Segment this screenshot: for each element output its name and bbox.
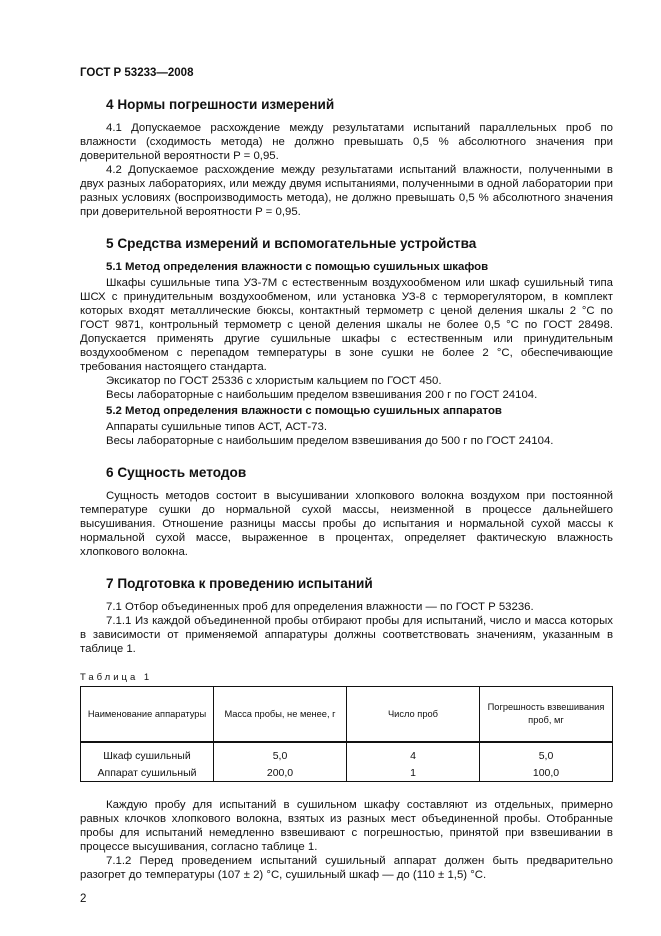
paragraph-6: Сущность методов состоит в высушивании хлопкового волокна воздухом при постоянной температуре сушки до нормальной сухой массы, неизменной в процессе дальнейшего высушивания. Отношение разницы массы пробы до испытания и нормальной сухой массы к нормальной сухой массе, выраженное в процентах, определяет фактическую влажность хлопкового волокна. (80, 490, 613, 558)
table-cell: Шкаф сушильный (81, 742, 214, 764)
section-5-title: 5 Средства измерений и вспомогательные устройства (106, 236, 477, 251)
section-6-title: 6 Сущность методов (106, 465, 247, 480)
paragraph-5-1: Шкафы сушильные типа УЗ-7М с естественным воздухообменом или шкаф сушильный типа ШСХ с принудительным воздухообменом, или установка УЗ-8 с терморегулятором, в комплект которых входят металлические бюксы, контактный термометр с ценой деления шкалы 2 °С по ГОСТ 9871, контрольный термометр с ценой деления шкалы не более 0,5 °С по ГОСТ 28498. Допускается применять другие сушильные шкафы с естественным или принудительным воздухообменом с перепадом температуры в зоне сушки не более 2 °С, обеспечивающие требования настоящего стандарта. (80, 277, 613, 373)
paragraph-apparatus: Аппараты сушильные типов АСТ, АСТ-73. (106, 421, 328, 433)
table-1 (80, 686, 613, 782)
table-cell: 5,0 (214, 742, 347, 764)
paragraph-7-1: 7.1 Отбор объединенных проб для определения влажности — по ГОСТ Р 53236. (106, 601, 534, 613)
subsection-5-2-title: 5.2 Метод определения влажности с помощью сушильных аппаратов (106, 405, 502, 417)
column-header: Погрешность взвешивания проб, мг (480, 687, 613, 743)
paragraph-scales-200: Весы лабораторные с наибольшим пределом взвешивания 200 г по ГОСТ 24104. (106, 389, 538, 401)
table-cell: Аппарат сушильный (81, 764, 214, 782)
table-caption: Таблица 1 (80, 672, 153, 683)
column-header: Наименование аппаратуры (81, 687, 214, 743)
table-cell: 5,0 (480, 742, 613, 764)
document-header: ГОСТ Р 53233—2008 (80, 67, 194, 79)
subsection-5-1-title: 5.1 Метод определения влажности с помощью сушильных шкафов (106, 261, 489, 273)
section-4-body (80, 121, 613, 219)
paragraph-4-1: 4.1 Допускаемое расхождение между результатами испытаний параллельных проб по влажности (сходимость метода) не должно превышать 0,5 % абсолютного значения при доверительной вероятности P = 0,95. (80, 122, 613, 162)
column-header: Масса пробы, не менее, г (214, 687, 347, 743)
section-7-continued (80, 798, 613, 882)
column-header: Число проб (347, 687, 480, 743)
section-5-1-body (80, 276, 613, 402)
table-cell: 4 (347, 742, 480, 764)
paragraph-7-1-2: 7.1.2 Перед проведением испытаний сушильный аппарат должен быть предварительно разогрет до температуры (107 ± 2) °С, сушильный шкаф — до (110 ± 1,5) °С. (80, 855, 613, 881)
section-7-body (80, 600, 613, 656)
table-cell: 200,0 (214, 764, 347, 782)
section-6-body (80, 489, 613, 559)
paragraph-exsiccator: Эксикатор по ГОСТ 25336 с хлористым кальцием по ГОСТ 450. (106, 375, 442, 387)
table-cell: 100,0 (480, 764, 613, 782)
section-4-title: 4 Нормы погрешности измерений (106, 97, 335, 112)
section-7-title: 7 Подготовка к проведению испытаний (106, 576, 373, 591)
paragraph-4-2: 4.2 Допускаемое расхождение между результатами испытаний влажности, полученными в двух разных лабораториях, или между двумя испытаниями, полученными в одной лаборатории при разных условиях (воспроизводимость метода), не должно превышать 0,5 % абсолютного значения при доверительной вероятности P = 0,95. (80, 164, 613, 218)
document-page (80, 66, 613, 906)
table-row (81, 764, 613, 782)
paragraph-sample-composition: Каждую пробу для испытаний в сушильном шкафу составляют из отдельных, примерно равных клочков хлопкового волокна, взятых из разных мест объединенной пробы. Отобранные пробы для испытаний немедленно взвешивают с погрешностью, принятой при взвешивании в процессе высушивания, согласно таблице 1. (80, 799, 613, 853)
table-cell: 1 (347, 764, 480, 782)
page-number: 2 (80, 893, 87, 905)
paragraph-7-1-1: 7.1.1 Из каждой объединенной пробы отбирают пробы для испытаний, число и масса которых в зависимости от применяемой аппаратуры должны соответствовать значениям, указанным в таблице 1. (80, 615, 613, 655)
section-5-2-body (80, 420, 613, 448)
table-row (81, 742, 613, 764)
paragraph-scales-500: Весы лабораторные с наибольшим пределом взвешивания до 500 г по ГОСТ 24104. (106, 435, 554, 447)
